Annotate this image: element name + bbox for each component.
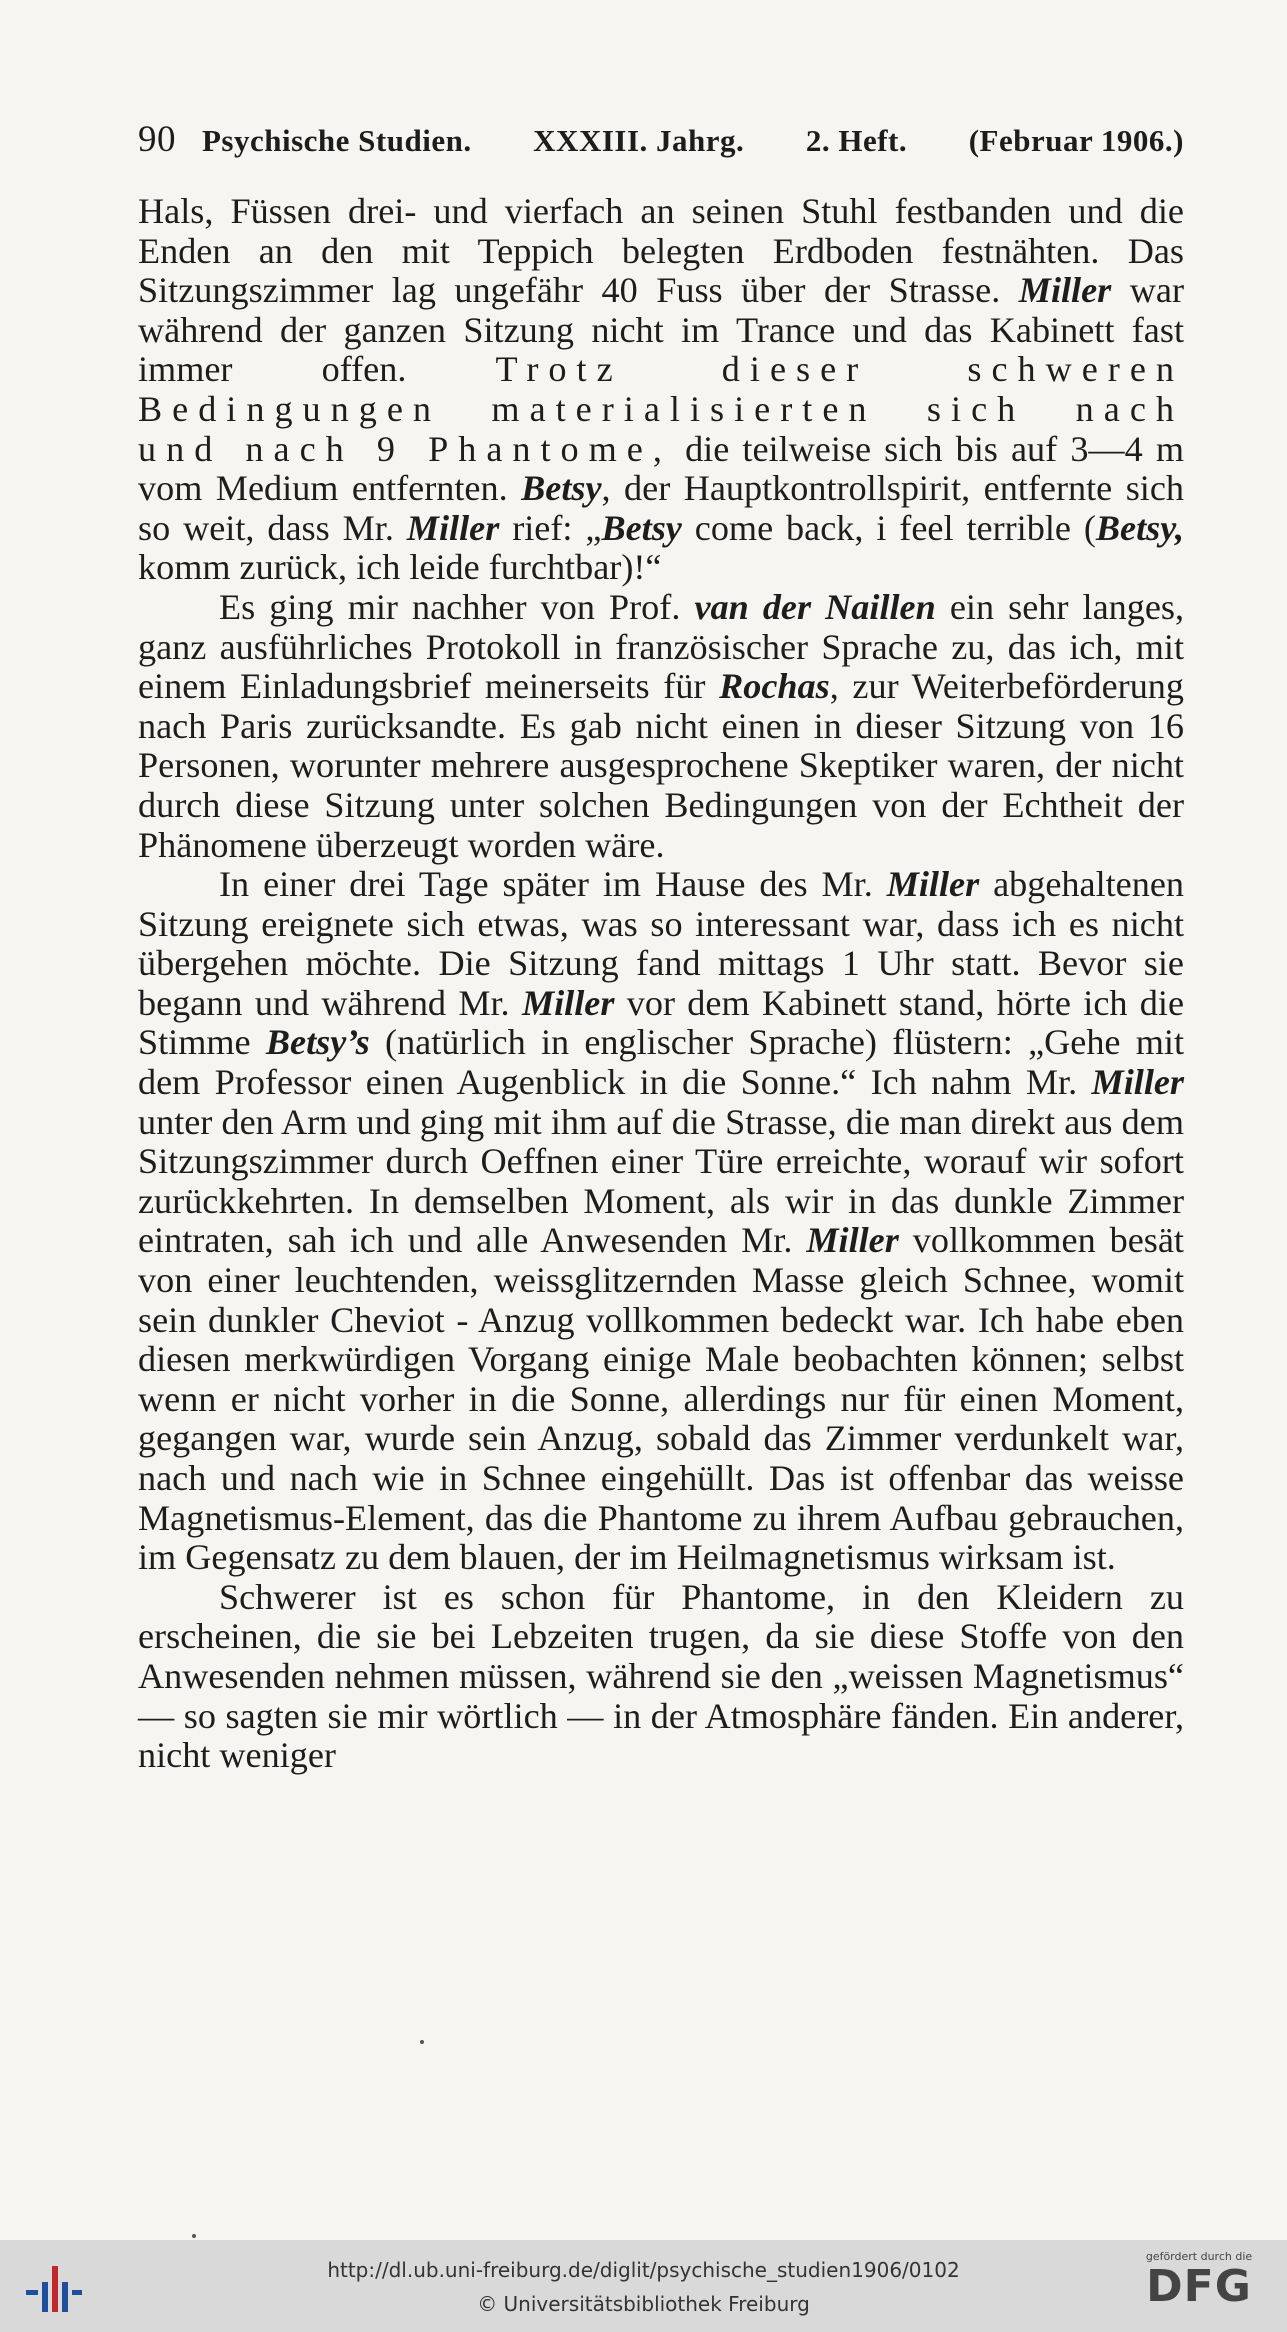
name-betsy: Betsy [521,468,602,509]
name-betsy: Betsy, [1095,507,1185,548]
scan-speck [420,2040,424,2044]
footer-bar [0,2240,1287,2332]
name-betsy: Betsy [601,507,682,548]
funding-caption: gefördert durch die [1145,2250,1253,2263]
paragraph-2: Es ging mir nachher von Prof. van der Naillen ein sehr langes, ganz ausführliches Protokoll in französischer Sprache zu, das ich, mit einem Einladungsbrief meinerseits für Rochas, zur Weiterbeförderung nach Paris zurücksandte. Es gab nicht einen in dieser Sitzung von 16 Personen, worunter mehrere ausgesprochene Skeptiker waren, der nicht durch diese Sitzung unter solchen Bedingungen von der Echtheit der Phänomene überzeugt worden wäre. [138,586,1185,865]
volume-label: XXXIII. Jahrg. [533,123,745,158]
issue-date: (Februar 1906.) [968,123,1184,158]
name-miller: Miller [886,864,980,905]
issue-label: 2. Heft. [805,123,908,158]
permalink-url[interactable]: http://dl.ub.uni-freiburg.de/diglit/psychische_studien1906/0102 [327,2258,960,2282]
name-miller: Miller [1091,1062,1185,1103]
name-naillen: van der Naillen [694,586,936,627]
name-miller: Miller [406,507,500,548]
journal-title: Psychische Studien. [202,123,472,158]
name-rochas: Rochas [719,666,830,707]
dfg-logo-text: DFG [1146,2261,1252,2312]
name-miller: Miller [1018,270,1112,311]
name-miller: Miller [521,982,615,1023]
page-number: 90 [138,119,176,160]
dfg-logo [1129,2250,1269,2311]
running-header [138,118,1184,161]
paragraph-1: Hals, Füssen drei- und vierfach an seinen Stuhl festbanden und die Enden an den mit Teppich belegten Erdboden festnähten. Das Sitzungszimmer lag ungefähr 40 Fuss über der Strasse. Miller war während der ganzen Sitzung nicht im Trance und das Kabinett fast immer offen. Trotz dieser schweren Bedingungen materialisierten sich nach und nach 9 Phantome, die teilweise sich bis auf 3—4 m vom Medium entfernten. Betsy, der Hauptkontrollspirit, entfernte sich so weit, dass Mr. Miller rief: „Betsy come back, i feel terrible (Betsy, komm zurück, ich leide furchtbar)!“ [138,191,1185,588]
name-betsys: Betsy’s [265,1022,370,1063]
body-text [138,192,1184,1776]
paragraph-4: Schwerer ist es schon für Phantome, in den Kleidern zu erscheinen, die sie bei Lebzeiten trugen, da sie diese Stoffe von den Anwesenden nehmen müssen, während sie den „weissen Magnetismus“ — so sagten sie mir wörtlich — in der Atmosphäre fänden. Ein anderer, nicht weniger [138,1576,1184,1776]
copyright-notice: © Universitätsbibliothek Freiburg [477,2292,810,2316]
name-miller: Miller [806,1220,899,1261]
scan-speck [192,2234,196,2238]
spaced-emphasis: Trotz dieser schweren Bedingungen materialisierten sich nach und nach 9 Phantome, [138,349,1185,469]
paragraph-3: In einer drei Tage später im Hause des Mr. Miller abgehaltenen Sitzung ereignete sich etwas, was so interessant war, dass ich es nicht übergehen möchte. Die Sitzung fand mittags 1 Uhr statt. Bevor sie begann und während Mr. Miller vor dem Kabinett stand, hörte ich die Stimme Betsy’s (natürlich in englischer Sprache) flüstern: „Gehe mit dem Professor einen Augenblick in die Sonne.“ Ich nahm Mr. Miller unter den Arm und ging mit ihm auf die Strasse, die man direkt aus dem Sitzungszimmer durch Oeffnen einer Türe erreichte, worauf wir sofort zurückkehrten. In demselben Moment, als wir in das dunkle Zimmer eintraten, sah ich und alle Anwesenden Mr. Miller vollkommen besät von einer leuchtenden, weissglitzernden Masse gleich Schnee, womit sein dunkler Cheviot - Anzug vollkommen bedeckt war. Ich habe eben diesen merkwürdigen Vorgang einige Male beobachten können; selbst wenn er nicht vorher in die Sonne, allerdings nur für einen Moment, gegangen war, wurde sein Anzug, sobald das Zimmer verdunkelt war, nach und nach wie in Schnee eingehüllt. Das ist offenbar das weisse Magnetismus-Element, das die Phantome zu ihrem Aufbau gebrauchen, im Gegensatz zu dem blauen, der im Heilmagnetismus wirksam ist. [138,864,1185,1578]
